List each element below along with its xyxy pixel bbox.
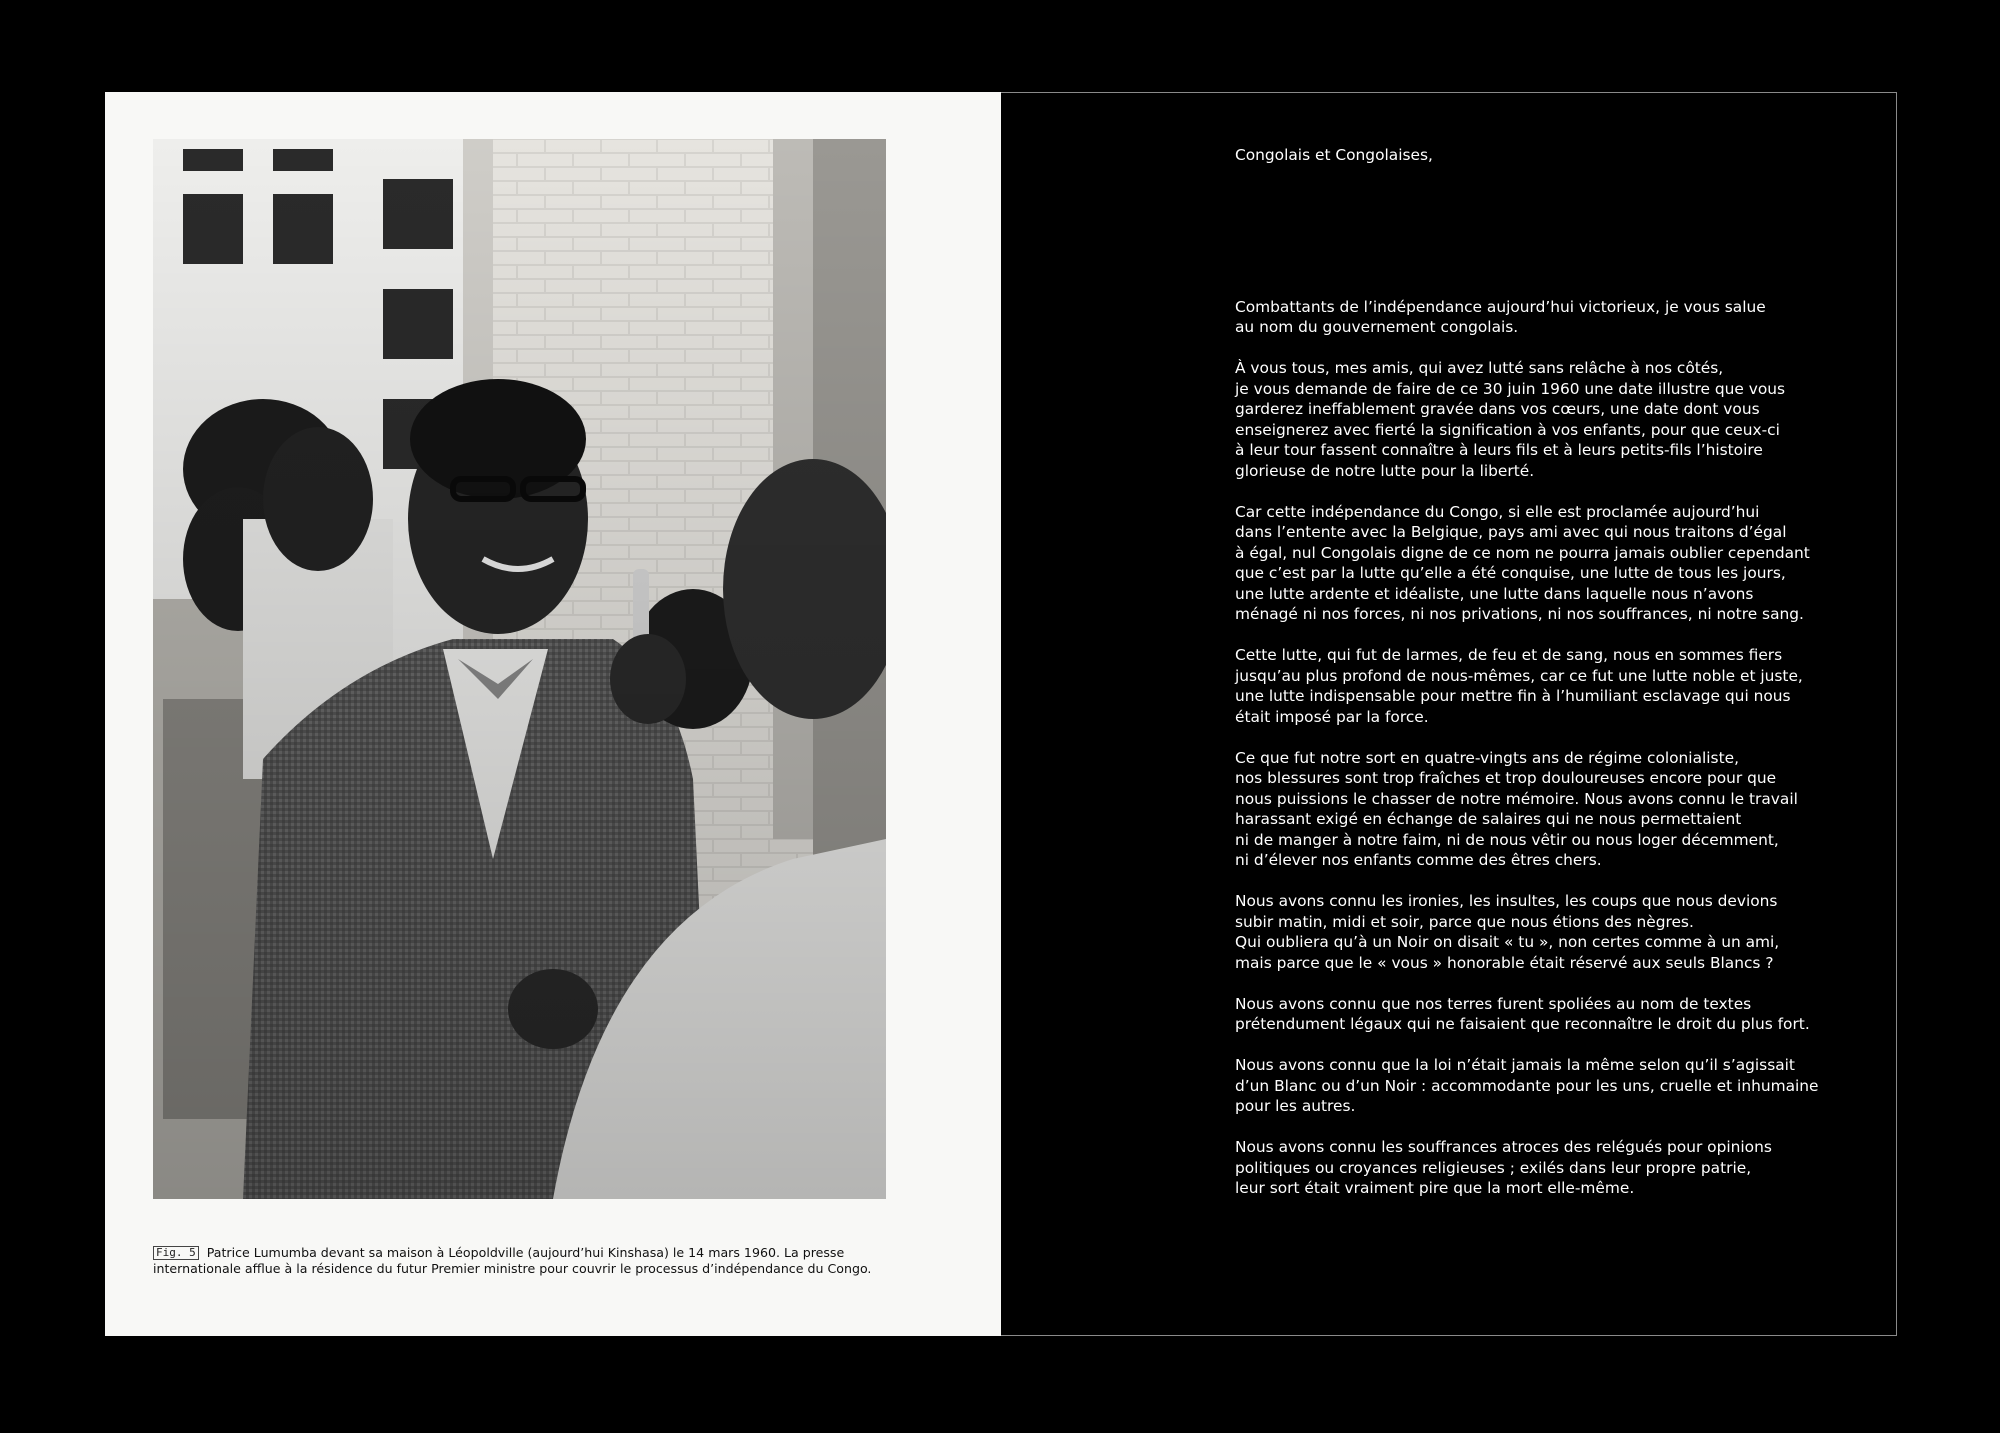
- speech-paragraph-1: Combattants de l’indépendance aujourd’hui victorieux, je vous salue au nom du gouvernement congolais.: [1235, 297, 1766, 336]
- speech-text: [1235, 145, 1855, 1219]
- caption-text: Patrice Lumumba devant sa maison à Léopoldville (aujourd’hui Kinshasa) le 14 mars 1960. La presse internationale afflue à la résidence du futur Premier ministre pour couvrir le processus d’indépendance du Congo.: [153, 1245, 872, 1276]
- speech-paragraph-7: Nous avons connu que nos terres furent spoliées au nom de textes prétendument légaux qui ne faisaient que reconnaître le droit du plus fort.: [1235, 994, 1810, 1033]
- speech-paragraph-9: Nous avons connu les souffrances atroces des relégués pour opinions politiques ou croyances religieuses ; exilés dans leur propre patrie, leur sort était vraiment pire que la mort elle-même.: [1235, 1138, 1772, 1197]
- left-page: [105, 92, 1001, 1336]
- speech-paragraph-2: À vous tous, mes amis, qui avez lutté sans relâche à nos côtés, je vous demande de faire de ce 30 juin 1960 une date illustre que vous garderez ineffablement gravée dans vos cœurs, une date dont vous enseignerez avec fierté la signification à vos enfants, pour que ceux-ci à leur tour fassent connaître à leurs fils et à leurs petits-fils l’histoire glorieuse de notre lutte pour la liberté.: [1235, 359, 1786, 480]
- photo-caption: [153, 1245, 893, 1277]
- speech-paragraph-6: Nous avons connu les ironies, les insultes, les coups que nous devions subir matin, midi et soir, parce que nous étions des nègres. Qui oubliera qu’à un Noir on disait « tu », non certes comme à un ami, mais parce que le « vous » honorable était réservé aux seuls Blancs ?: [1235, 892, 1780, 972]
- speech-paragraph-5: Ce que fut notre sort en quatre-vingts ans de régime colonialiste, nos blessures sont trop fraîches et trop douloureuses encore pour que nous puissions le chasser de notre mémoire. Nous avons connu le travail harassant exigé en échange de salaires qui ne nous permettaient ni de manger à notre faim, ni de nous vêtir ou nous loger décemment, ni d’élever nos enfants comme des êtres chers.: [1235, 748, 1798, 869]
- lumumba-photograph: [153, 139, 886, 1199]
- speech-paragraph-4: Cette lutte, qui fut de larmes, de feu et de sang, nous en sommes fiers jusqu’au plus profond de nous-mêmes, car ce fut une lutte noble et juste, une lutte indispensable pour mettre fin à l’humiliant esclavage qui nous était imposé par la force.: [1235, 646, 1803, 726]
- speech-paragraph-3: Car cette indépendance du Congo, si elle est proclamée aujourd’hui dans l’entente avec la Belgique, pays ami avec qui nous traitons d’égal à égal, nul Congolais digne de ce nom ne pourra jamais oublier cependant que c’est par la lutte qu’elle a été conquise, une lutte de tous les jours, une lutte ardente et idéaliste, une lutte dans laquelle nous n’avons ménagé ni nos forces, ni nos privations, ni nos souffrances, ni notre sang.: [1235, 502, 1810, 623]
- speech-paragraph-8: Nous avons connu que la loi n’était jamais la même selon qu’il s’agissait d’un Blanc ou d’un Noir : accommodante pour les uns, cruelle et inhumaine pour les autres.: [1235, 1056, 1819, 1115]
- figure-number: Fig. 5: [153, 1246, 199, 1260]
- photo-illustration: [153, 139, 886, 1199]
- salutation: Congolais et Congolaises,: [1235, 146, 1433, 164]
